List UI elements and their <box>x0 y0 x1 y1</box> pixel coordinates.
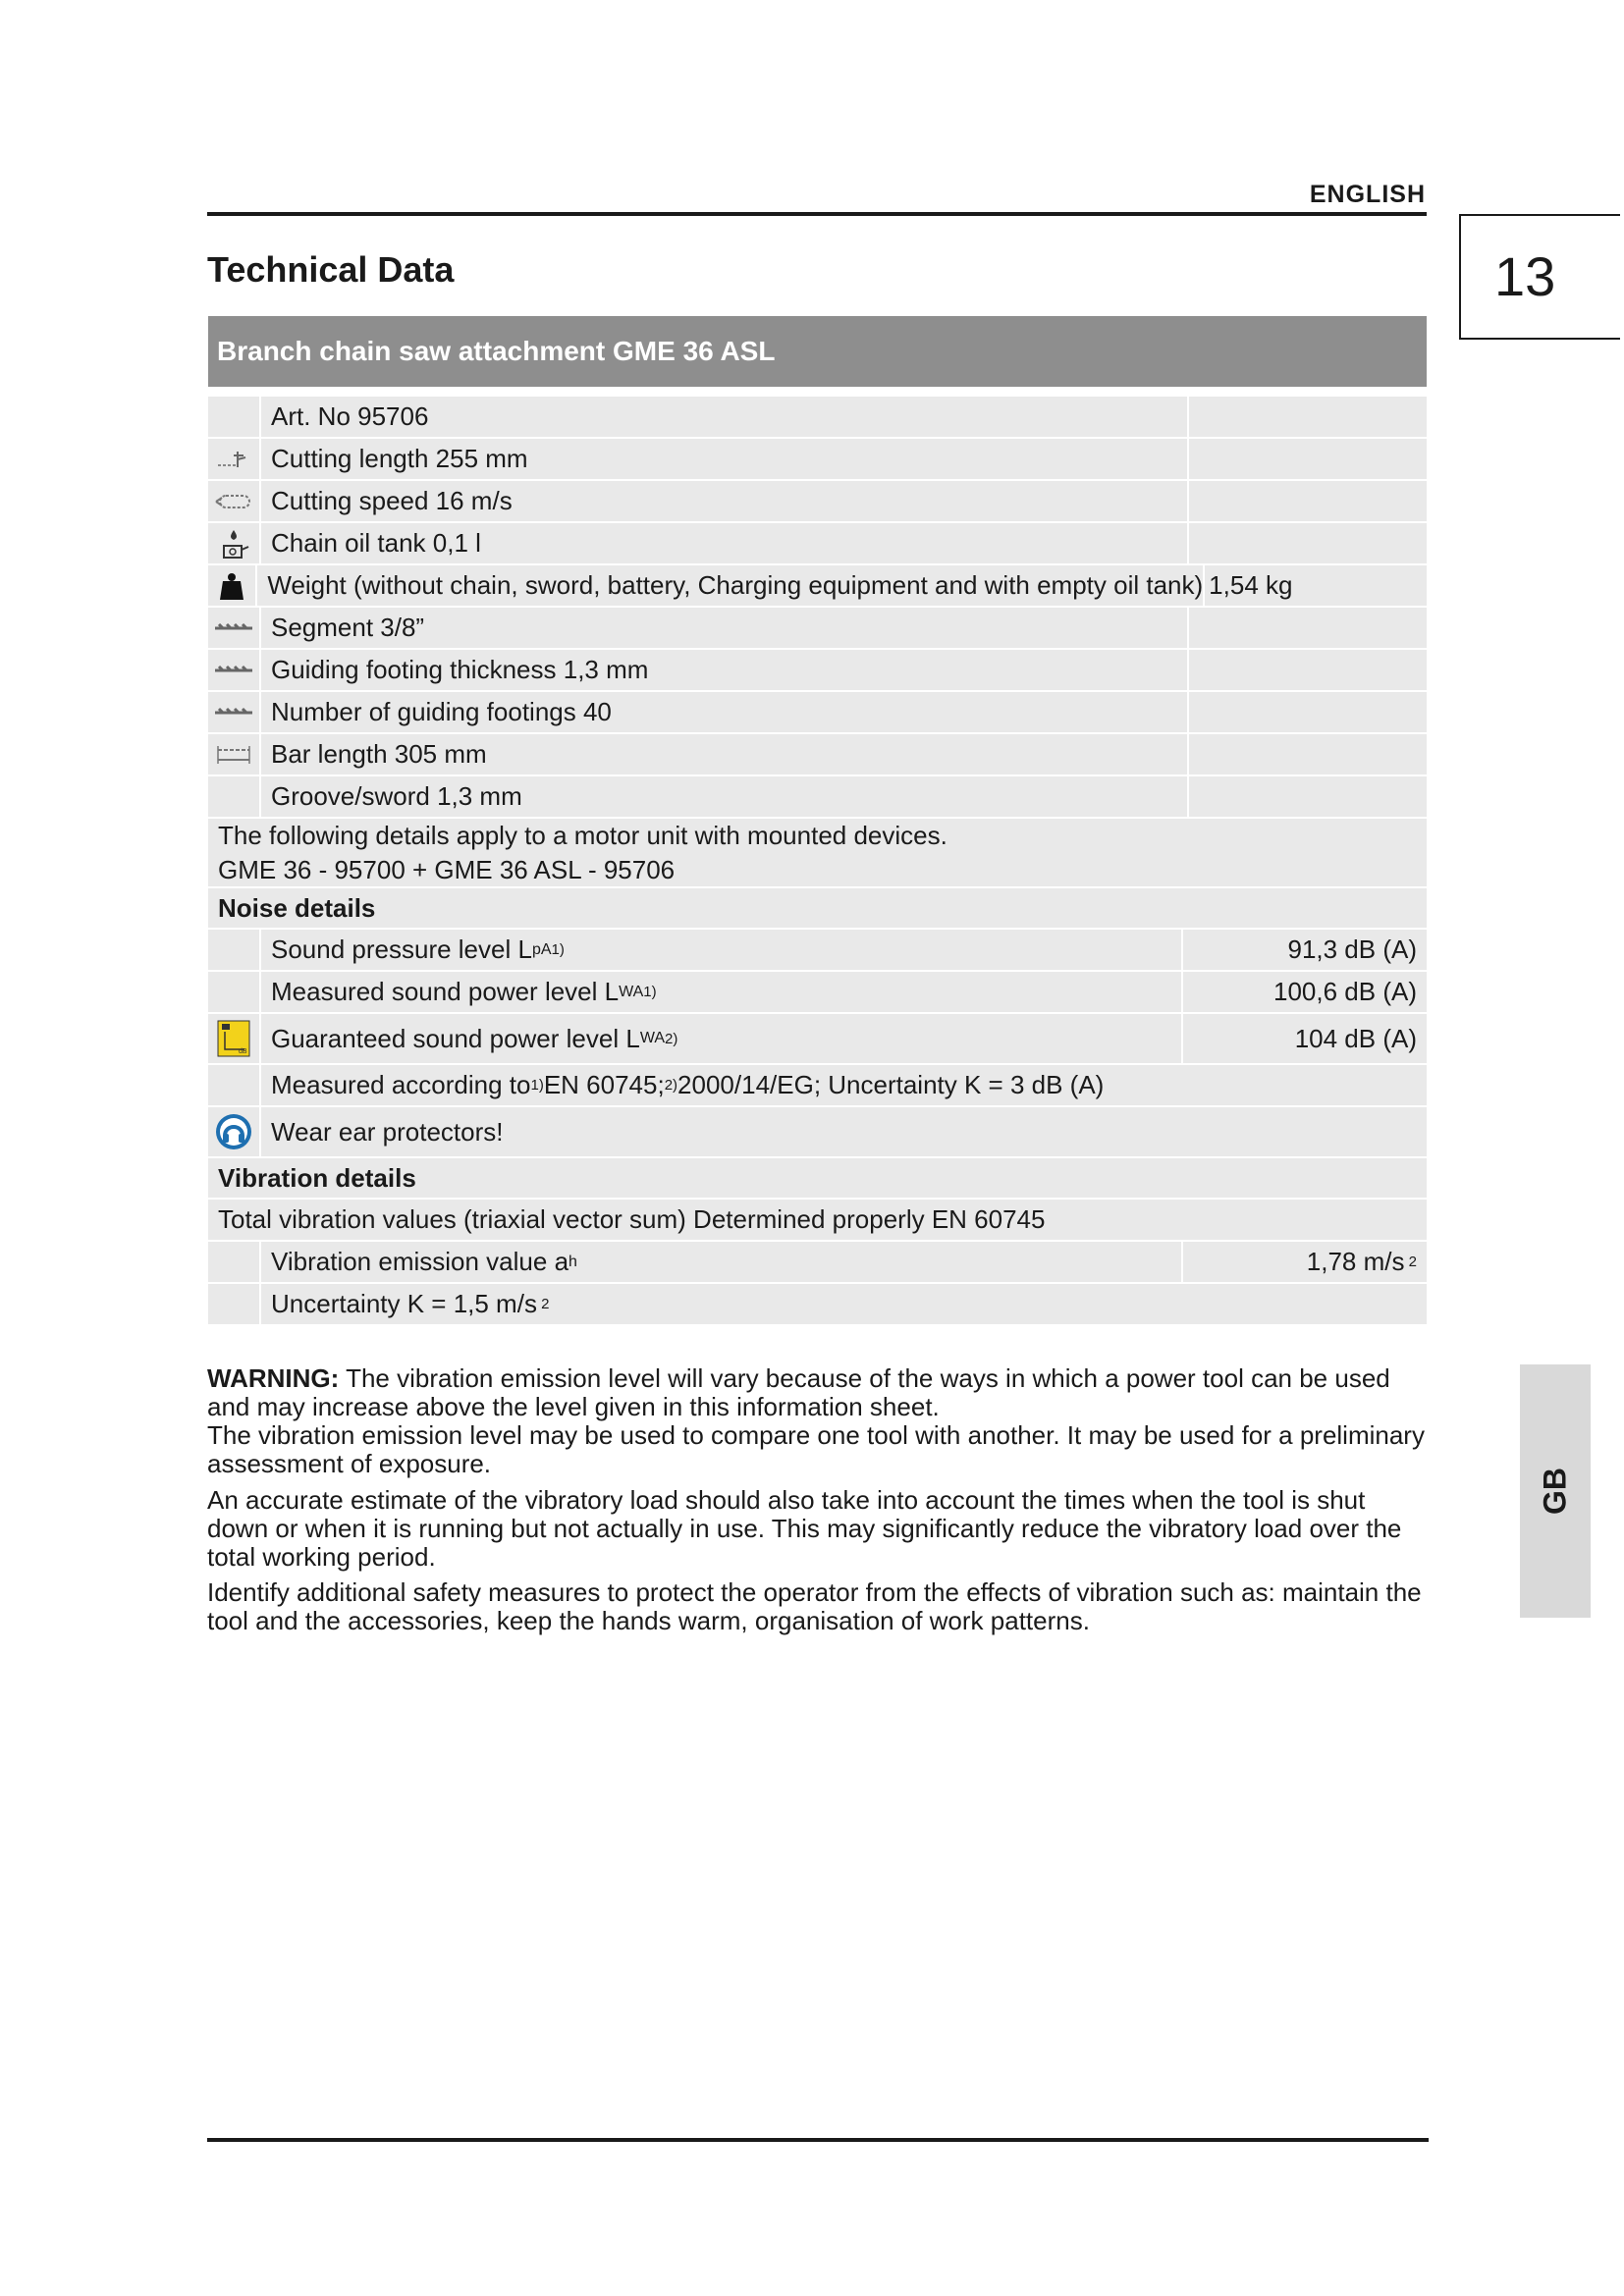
table-row <box>208 1014 1427 1065</box>
warning-paragraph-1: WARNING: The vibration emission level will vary because of the ways in which a power tool can be used and may increase above the level given in this information sheet. <box>207 1363 1390 1421</box>
cutting-length-icon <box>208 439 259 479</box>
spec-label: Guiding footing thickness 1,3 mm <box>261 650 1187 690</box>
spec-value <box>1189 439 1427 479</box>
table-row <box>208 776 1427 819</box>
spec-value <box>1189 523 1427 563</box>
table-heading: Branch chain saw attachment GME 36 ASL <box>208 316 1427 387</box>
table-row <box>208 397 1427 439</box>
page-title: Technical Data <box>207 249 455 290</box>
svg-text:dB: dB <box>239 1048 247 1055</box>
spec-value <box>1189 734 1427 774</box>
table-row <box>208 439 1427 481</box>
guaranteed-noise-icon <box>208 1014 259 1063</box>
measured-standard-note: Measured according to 1) EN 60745; 2) 2000/14/EG; Uncertainty K = 3 dB (A) <box>261 1065 1427 1105</box>
blank-icon-cell <box>208 930 259 970</box>
spec-value <box>1189 692 1427 732</box>
top-rule <box>207 212 1427 216</box>
language-label: ENGLISH <box>1309 181 1426 208</box>
total-vibration-line: Total vibration values (triaxial vector sum) Determined properly EN 60745 <box>208 1200 1427 1242</box>
table-row <box>208 1242 1427 1284</box>
spec-label: Segment 3/8” <box>261 608 1187 648</box>
spec-label: Bar length 305 mm <box>261 734 1187 774</box>
blank-icon-cell <box>208 1284 259 1324</box>
warning-paragraph-4: Identify additional safety measures to protect the operator from the effects of vibration such as: maintain the tool and the accessories, keep the hands warm, organisation of work patterns. <box>207 1577 1422 1635</box>
blank-icon-cell <box>208 1065 259 1105</box>
weight-icon <box>208 565 255 606</box>
guaranteed-sound-power-label: Guaranteed sound power level L WA 2) <box>261 1014 1181 1063</box>
technical-data-table <box>208 316 1427 1324</box>
table-row <box>208 1284 1427 1324</box>
bottom-rule <box>207 2138 1429 2142</box>
warning-label: WARNING: <box>207 1363 340 1393</box>
vibration-heading: Vibration details <box>208 1158 1427 1200</box>
table-row <box>208 608 1427 650</box>
spec-label: Number of guiding footings 40 <box>261 692 1187 732</box>
table-row <box>208 523 1427 565</box>
spec-label: Cutting length 255 mm <box>261 439 1187 479</box>
language-side-tab <box>1520 1364 1591 1618</box>
chain-segment-icon <box>208 692 259 732</box>
uncertainty-label: Uncertainty K = 1,5 m/s 2 <box>261 1284 1427 1324</box>
spec-value <box>1189 481 1427 521</box>
measured-sound-power-value: 100,6 dB (A) <box>1183 972 1427 1012</box>
vibration-emission-value: 1,78 m/s 2 <box>1183 1242 1427 1282</box>
language-code: GB <box>1537 1468 1573 1515</box>
spec-value <box>1189 776 1427 817</box>
table-row <box>208 930 1427 972</box>
table-row <box>208 481 1427 523</box>
page-number: 13 <box>1459 214 1620 340</box>
table-row <box>208 565 1427 608</box>
blank-icon-cell <box>208 776 259 817</box>
measured-sound-power-label: Measured sound power level L WA 1) <box>261 972 1181 1012</box>
spec-label: Cutting speed 16 m/s <box>261 481 1187 521</box>
note-line-2: GME 36 - 95700 + GME 36 ASL - 95706 <box>208 853 1427 888</box>
spec-label: Groove/sword 1,3 mm <box>261 776 1187 817</box>
table-row <box>208 1107 1427 1158</box>
spec-value: 1,54 kg <box>1205 565 1427 606</box>
blank-icon-cell <box>208 397 259 437</box>
bar-length-icon <box>208 734 259 774</box>
table-row <box>208 692 1427 734</box>
warning-paragraph-2: The vibration emission level may be used to compare one tool with another. It may be used for a preliminary assessment of exposure. <box>207 1420 1425 1478</box>
cutting-speed-icon <box>208 481 259 521</box>
spec-value <box>1189 608 1427 648</box>
spec-label: Chain oil tank 0,1 l <box>261 523 1187 563</box>
chain-segment-icon <box>208 608 259 648</box>
sound-pressure-label: Sound pressure level L pA 1) <box>261 930 1181 970</box>
noise-heading: Noise details <box>208 888 1427 930</box>
chain-segment-icon <box>208 650 259 690</box>
blank-icon-cell <box>208 972 259 1012</box>
ear-protection-text: Wear ear protectors! <box>261 1107 1427 1156</box>
sound-pressure-value: 91,3 dB (A) <box>1183 930 1427 970</box>
table-row <box>208 1065 1427 1107</box>
guaranteed-sound-power-value: 104 dB (A) <box>1183 1014 1427 1063</box>
warning-paragraph-3: An accurate estimate of the vibratory load should also take into account the times when the tool is shut down or when it is running but not actually in use. This may significantly reduce the vibratory load over the total working period. <box>207 1485 1402 1572</box>
oil-can-icon <box>208 523 259 563</box>
table-row <box>208 972 1427 1014</box>
spec-label: Weight (without chain, sword, battery, Charging equipment and with empty oil tank) <box>257 565 1203 606</box>
spec-label: Art. No 95706 <box>261 397 1187 437</box>
spec-value <box>1189 397 1427 437</box>
blank-icon-cell <box>208 1242 259 1282</box>
ear-protection-icon <box>208 1107 259 1156</box>
table-row <box>208 650 1427 692</box>
vibration-emission-label: Vibration emission value a h <box>261 1242 1181 1282</box>
note-line-1: The following details apply to a motor unit with mounted devices. <box>208 819 1427 853</box>
table-row <box>208 734 1427 776</box>
spec-value <box>1189 650 1427 690</box>
